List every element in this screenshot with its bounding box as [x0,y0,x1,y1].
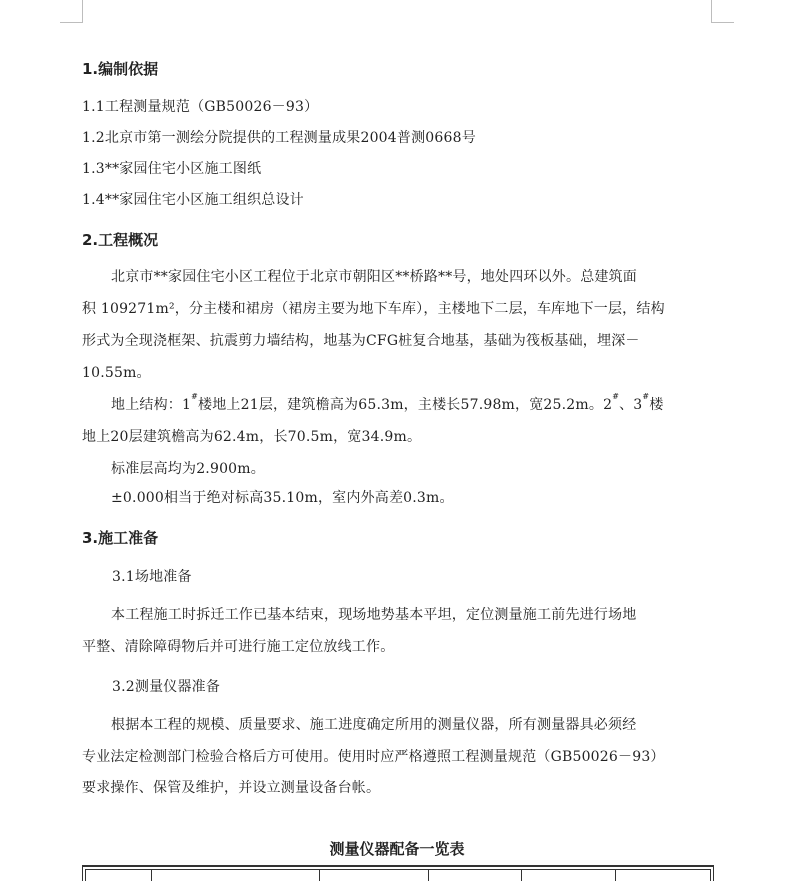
text-run: 楼 [649,397,664,413]
page-corner-mark-left [60,0,83,23]
table-title: 测量仪器配备一览表 [329,840,465,858]
paragraph-line: 平整、清除障碍物后并可进行施工定位放线工作。 [82,639,395,655]
section-heading-3: 3.施工准备 [82,529,159,547]
list-item: 1.3**家园住宅小区施工图纸 [82,161,262,177]
table-column-divider [319,869,320,881]
list-item: 1.1工程测量规范（GB50026－93） [82,99,319,115]
text-run: 、3 [619,397,643,413]
paragraph-line: 标准层高均为2.900m。 [111,461,265,477]
paragraph-line: 积 109271m²，分主楼和裙房（裙房主要为地下车库），主楼地下二层，车库地下一层，结构 [82,301,665,317]
list-item: 1.4**家园住宅小区施工组织总设计 [82,192,304,208]
paragraph-line: 10.55m。 [82,365,151,381]
paragraph-line [111,394,664,414]
instrument-table [82,865,714,881]
subsection-heading: 3.2测量仪器准备 [112,679,221,695]
paragraph-line: 要求操作、保管及维护，并设立测量设备台帐。 [82,780,381,796]
subsection-heading: 3.1场地准备 [112,569,192,585]
paragraph-line: 本工程施工时拆迁工作已基本结束，现场地势基本平坦，定位测量施工前先进行场地 [111,607,637,623]
text-run: 楼地上21层，建筑檐高为65.3m，主楼长57.98m，宽25.2m。2 [198,397,613,413]
page-corner-mark-right [711,0,734,23]
list-item: 1.2北京市第一测绘分院提供的工程测量成果2004普测0668号 [82,130,476,146]
table-column-divider [151,869,152,881]
table-column-divider [615,869,616,881]
table-column-divider [428,869,429,881]
paragraph-line: ±0.000相当于绝对标高35.10m，室内外高差0.3m。 [111,490,454,506]
superscript: # [191,392,199,401]
paragraph-line: 根据本工程的规模、质量要求、施工进度确定所用的测量仪器，所有测量器具必须经 [111,717,637,733]
paragraph-line: 专业法定检测部门检验合格后方可使用。使用时应严格遵照工程测量规范（GB50026－93） [82,749,665,765]
superscript: # [642,392,650,401]
table-column-divider [521,869,522,881]
section-heading-1: 1.编制依据 [82,60,159,78]
text-run: 地上结构：1 [111,397,192,413]
paragraph-line: 形式为全现浇框架、抗震剪力墙结构，地基为CFG桩复合地基，基础为筏板基础，埋深－ [82,333,640,349]
paragraph-line: 北京市**家园住宅小区工程位于北京市朝阳区**桥路**号，地处四环以外。总建筑面 [111,269,637,285]
table-inner-border [85,869,711,881]
section-heading-2: 2.工程概况 [82,231,159,249]
superscript: # [612,392,620,401]
paragraph-line: 地上20层建筑檐高为62.4m，长70.5m，宽34.9m。 [82,429,422,445]
